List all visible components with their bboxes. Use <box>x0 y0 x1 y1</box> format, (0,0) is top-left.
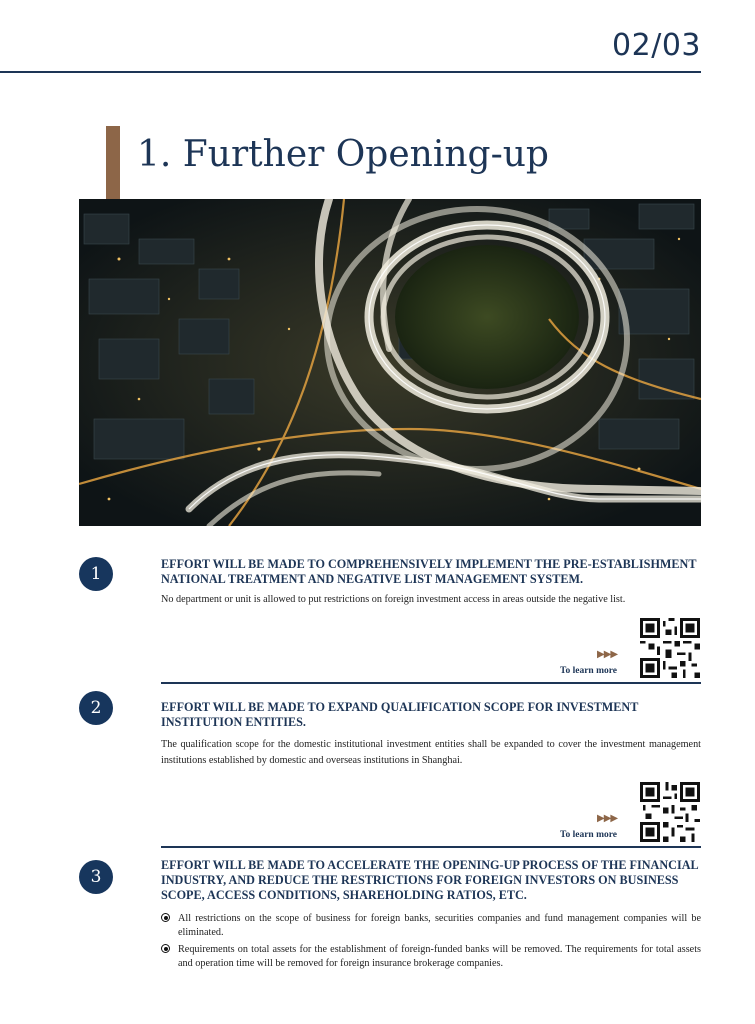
item-3-number-badge: 3 <box>79 860 113 894</box>
list-item <box>161 943 701 970</box>
item-3-bullet-list <box>161 912 701 974</box>
section-title: 1. Further Opening-up <box>137 134 549 175</box>
learn-more-link[interactable]: To learn more <box>560 666 617 676</box>
item-separator <box>161 846 701 848</box>
item-2-number-badge: 2 <box>79 691 113 725</box>
bullet-icon <box>161 944 170 953</box>
item-1-body: No department or unit is allowed to put restrictions on foreign investment access in areas outside the negative list. <box>161 594 626 605</box>
page-number: 02/03 <box>612 28 701 63</box>
aerial-highway-photo <box>79 199 701 526</box>
qr-code-icon[interactable] <box>640 618 700 678</box>
learn-more-link[interactable]: To learn more <box>560 830 617 840</box>
item-1-heading: EFFORT WILL BE MADE TO COMPREHENSIVELY IMPLEMENT THE PRE-ESTABLISHMENT NATIONAL TREATMENT AND NEGATIVE LIST MANAGEMENT SYSTEM. <box>161 557 697 586</box>
header-rule <box>0 71 701 73</box>
qr-code-icon[interactable] <box>640 782 700 842</box>
item-2-body: The qualification scope for the domestic institutional investment entities shall be expanded to cover the investment management institutions established by domestic and overseas institutions in Shanghai. <box>161 739 701 766</box>
item-1-number-badge: 1 <box>79 557 113 591</box>
arrows-icon: ▶▶▶ <box>597 649 618 660</box>
bullet-icon <box>161 913 170 922</box>
item-3-heading: EFFORT WILL BE MADE TO ACCELERATE THE OPENING-UP PROCESS OF THE FINANCIAL INDUSTRY, AND REDUCE THE RESTRICTIONS FOR FOREIGN INVESTORS ON BUSINESS SCOPE, ACCESS CONDITIONS, SHAREHOLDING RATIOS, ETC. <box>161 858 698 902</box>
item-separator <box>161 682 701 684</box>
arrows-icon: ▶▶▶ <box>597 813 618 824</box>
item-2-heading: EFFORT WILL BE MADE TO EXPAND QUALIFICATION SCOPE FOR INVESTMENT INSTITUTION ENTITIES. <box>161 700 639 729</box>
bullet-text: Requirements on total assets for the establishment of foreign-funded banks will be removed. The requirements for total assets and operation time will be removed for foreign insurance brokerage companies. <box>178 944 701 969</box>
bullet-text: All restrictions on the scope of business for foreign banks, securities companies and fund management companies will be eliminated. <box>178 913 701 938</box>
list-item <box>161 912 701 939</box>
